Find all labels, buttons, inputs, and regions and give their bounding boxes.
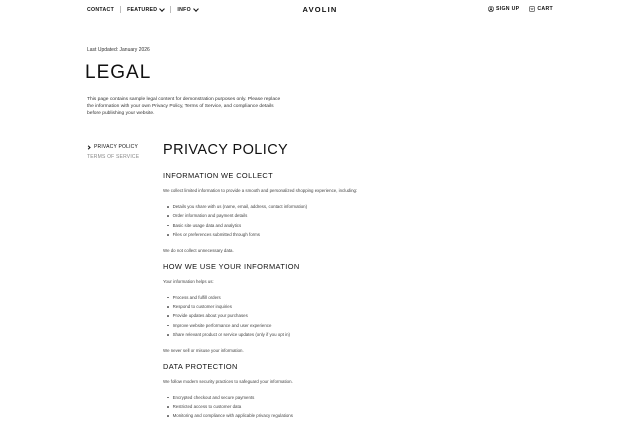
bullet-icon (167, 406, 169, 408)
section-heading: DATA PROTECTION (163, 361, 238, 371)
section-heading: INFORMATION WE COLLECT (163, 171, 274, 180)
sidebar-item-label: TERMS OF SERVICE (87, 154, 140, 160)
cart-label: CART (537, 6, 553, 12)
nav-featured-label: FEATURED (127, 6, 158, 13)
list-item (167, 411, 483, 420)
bullet-icon (167, 415, 169, 417)
bullet-icon (167, 315, 169, 317)
nav-info-label: INFO (177, 6, 191, 13)
chevron-right-icon (86, 145, 90, 149)
list-item-text: Order information and payment details (172, 213, 248, 219)
list-item (167, 202, 483, 211)
list-item (167, 230, 483, 239)
list-item-text: Process and fulfill orders (172, 294, 221, 300)
policy-section (163, 262, 483, 354)
section-list (167, 202, 483, 240)
legal-sidebar-nav (87, 142, 139, 162)
list-item (167, 293, 483, 302)
list-item-text: Encrypted checkout and secure payments (172, 394, 255, 400)
brand-logo[interactable]: AVOLIN (302, 5, 338, 14)
bullet-icon (167, 297, 169, 299)
list-item (167, 211, 483, 220)
section-note: We never sell or misuse your information. (163, 347, 244, 353)
user-icon (488, 6, 496, 12)
bullet-icon (167, 306, 169, 308)
nav-contact-link[interactable] (87, 7, 114, 13)
section-lead: Your information helps us: (163, 278, 214, 284)
list-item-text: Restricted access to customer data (172, 404, 242, 410)
list-item-text: Files or preferences submitted through forms (172, 232, 260, 238)
bullet-icon (167, 334, 169, 336)
bullet-icon (167, 215, 169, 217)
list-item-text: Respond to customer inquiries (172, 304, 232, 310)
nav-divider (120, 6, 121, 13)
bullet-icon (167, 225, 169, 227)
account-nav (488, 6, 553, 12)
sign-up-label: SIGN UP (495, 6, 520, 12)
chevron-down-icon (193, 6, 199, 12)
policy-section (163, 171, 483, 254)
primary-nav (87, 6, 198, 13)
site-header (0, 0, 640, 22)
section-lead: We collect limited information to provide a smooth and personalized shopping experience, including: (163, 188, 358, 193)
list-item (167, 221, 483, 230)
list-item-text: Share relevant product or service updates (only if you opt in) (172, 332, 290, 338)
list-item (167, 302, 483, 311)
policy-content (163, 142, 483, 429)
section-lead: We follow modern security practices to safeguard your information. (163, 378, 293, 384)
bullet-icon (167, 234, 169, 236)
policy-section (163, 362, 483, 421)
list-item-text: Monitoring and compliance with applicable privacy regulations (172, 413, 293, 419)
chevron-down-icon (160, 6, 166, 12)
list-item (167, 311, 483, 320)
bullet-icon (167, 397, 169, 399)
list-item-text: Provide updates about your purchases (172, 313, 248, 319)
last-updated-text: Last Updated: January 2026 (87, 47, 150, 53)
section-note: We do not collect unnecessary data. (163, 247, 234, 253)
cart-icon (529, 6, 537, 12)
nav-featured-dropdown[interactable] (127, 7, 164, 13)
list-item (167, 393, 483, 402)
list-item-text: Details you share with us (name, email, address, contact information) (172, 204, 308, 209)
sidebar-item-label: PRIVACY POLICY (94, 144, 139, 150)
section-list (167, 393, 483, 421)
bullet-icon (167, 206, 169, 208)
list-item (167, 402, 483, 411)
sign-up-link[interactable] (488, 6, 519, 12)
list-item (167, 330, 483, 339)
list-item-text: Improve website performance and user experience (172, 322, 272, 328)
intro-description: This page contains sample legal content for demonstration purposes only. Please replace the information with your own Privacy Policy, Terms of Service, and compliance details before publishing your website. (87, 97, 281, 117)
nav-info-dropdown[interactable] (177, 7, 198, 13)
nav-divider (170, 6, 171, 13)
page-title: LEGAL (85, 62, 152, 83)
section-heading: HOW WE USE YOUR INFORMATION (163, 261, 300, 271)
sidebar-item-terms-of-service[interactable] (87, 152, 139, 162)
bullet-icon (167, 325, 169, 327)
nav-contact-label: CONTACT (87, 6, 115, 13)
cart-link[interactable] (529, 6, 553, 12)
list-item (167, 321, 483, 330)
list-item-text: Basic site usage data and analytics (172, 222, 242, 228)
section-list (167, 293, 483, 340)
sidebar-item-privacy-policy[interactable] (87, 142, 139, 152)
policy-title: PRIVACY POLICY (163, 142, 289, 158)
